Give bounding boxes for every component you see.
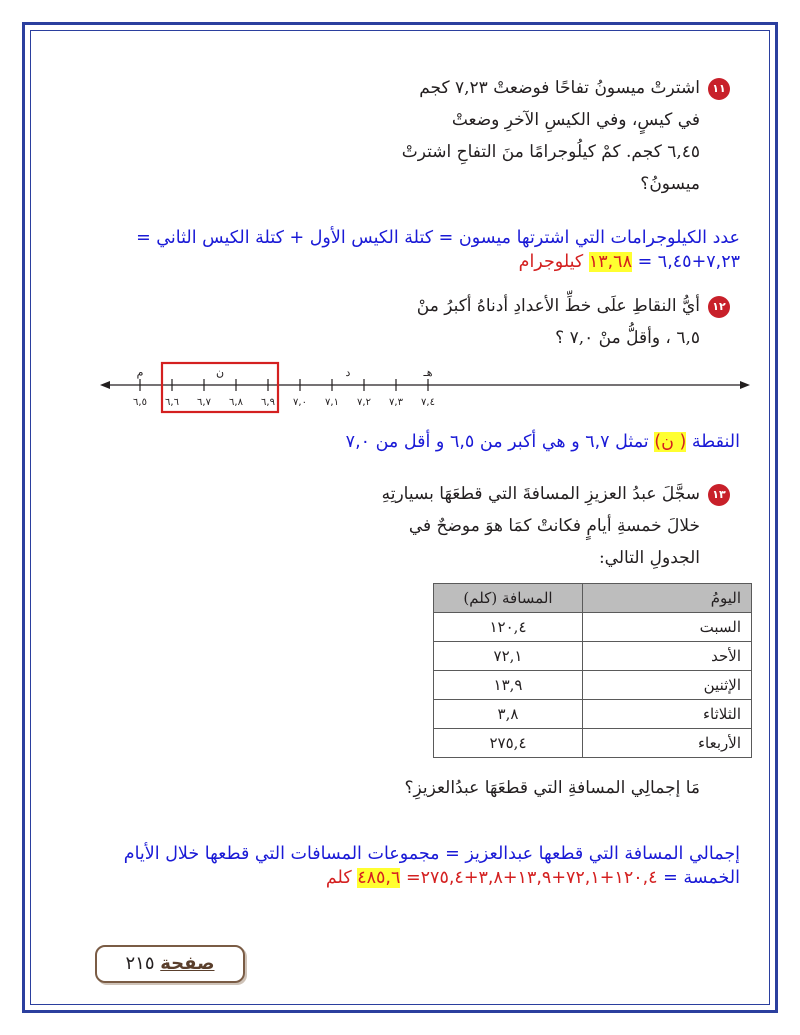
- number-line-tick-label: ٦,٥: [133, 397, 147, 408]
- table-row: [434, 613, 752, 642]
- answer-rest: تمثل ٦,٧ و هي أكبر من ٦,٥ و أقل من ٧,٠: [345, 432, 649, 452]
- question-line: سجَّلَ عبدُ العزيزِ المسافةَ التي قطعَهَا بسيارتِهِ: [381, 484, 700, 504]
- number-line-tick-label: ٧,٢: [357, 397, 371, 408]
- answer-line: إجمالي المسافة التي قطعها عبدالعزيز = مجموعات المسافات التي قطعها خلال الأيام: [123, 844, 740, 864]
- table-cell-distance: ١٢٠,٤: [434, 613, 583, 642]
- table-cell-distance: ٣,٨: [434, 700, 583, 729]
- question-13-prompt: [404, 772, 730, 804]
- question-12: [417, 290, 730, 354]
- question-line: ميسونُ؟: [640, 174, 700, 194]
- answer-line: عدد الكيلوجرامات التي اشترتها ميسون = كتلة الكيس الأول + كتلة الكيس الثاني =: [136, 228, 740, 248]
- answer-expression: ٧,٢٣+٦,٤٥ =: [637, 252, 740, 272]
- answer-point-highlight: ( ن): [654, 432, 687, 452]
- question-line: أيُّ النقاطِ علَى خطِّ الأعدادِ أدناهُ أكبرُ منْ: [416, 296, 700, 316]
- page-word: صفحة: [160, 953, 215, 974]
- table-cell-distance: ٢٧٥,٤: [434, 729, 583, 758]
- table-cell-day: الثلاثاء: [583, 700, 752, 729]
- answer-12: [50, 430, 740, 454]
- answer-expression: ١٢٠,٤+٧٢,١+١٣,٩+٣,٨+٢٧٥,٤=: [405, 868, 658, 888]
- page-number-box: [95, 945, 245, 983]
- question-line: ٦,٥ ، وأقلُّ منْ ٧,٠ ؟: [555, 328, 700, 348]
- question-13: [382, 478, 730, 574]
- question-line: اشترتْ ميسونُ تفاحًا فوضعتْ ٧,٢٣ كجم: [419, 78, 700, 98]
- answer-unit: كيلوجرام: [518, 252, 584, 272]
- table-cell-day: السبت: [583, 613, 752, 642]
- question-line: في كيسٍ، وفي الكيسِ الآخرِ وضعتْ: [451, 110, 700, 130]
- question-number-badge: ١١: [708, 78, 730, 100]
- table-row: [434, 729, 752, 758]
- table-row: [434, 700, 752, 729]
- question-number-badge: ١٢: [708, 296, 730, 318]
- table-header-row: [434, 584, 752, 613]
- left-arrow-icon: [100, 381, 110, 389]
- table-header-distance: المسافة (كلم): [434, 584, 583, 613]
- number-line: [100, 360, 750, 420]
- page-number: ٢١٥: [125, 953, 155, 974]
- question-number-badge: ١٣: [708, 484, 730, 506]
- table-cell-day: الأحد: [583, 642, 752, 671]
- number-line-point-label: ن: [215, 366, 225, 379]
- answer-11: [50, 226, 740, 274]
- number-line-tick-label: ٧,١: [325, 397, 339, 408]
- table-row: [434, 642, 752, 671]
- distance-table: [433, 583, 752, 758]
- answer-13: [50, 842, 740, 890]
- question-11: [402, 72, 730, 200]
- answer-prefix: النقطة: [691, 432, 740, 452]
- number-line-tick-label: ٦,٦: [165, 397, 179, 408]
- question-line: مَا إجمالِي المسافةِ التي قطعَهَا عبدُالعزيزِ؟: [404, 778, 700, 798]
- number-line-tick-label: ٦,٩: [261, 397, 275, 408]
- table-row: [434, 671, 752, 700]
- answer-result-highlight: ١٣,٦٨: [588, 252, 632, 272]
- number-line-tick-label: ٦,٨: [229, 397, 243, 408]
- table-header-day: اليومُ: [583, 584, 752, 613]
- number-line-point-label: د: [345, 366, 351, 379]
- question-line: خلالَ خمسةِ أيامٍ فكانتْ كمَا هوَ موضحٌ في: [408, 516, 700, 536]
- number-line-point-label: هـ: [423, 366, 433, 379]
- number-line-point-label: م: [136, 366, 144, 379]
- number-line-tick-label: ٧,٤: [421, 397, 435, 408]
- table-cell-day: الإثنين: [583, 671, 752, 700]
- number-line-tick-label: ٧,٣: [389, 397, 403, 408]
- number-line-tick-label: ٦,٧: [197, 397, 211, 408]
- right-arrow-icon: [740, 381, 750, 389]
- answer-unit: كلم: [325, 868, 352, 888]
- table-cell-distance: ٧٢,١: [434, 642, 583, 671]
- number-line-tick-label: ٧,٠: [293, 397, 307, 408]
- table-cell-distance: ١٣,٩: [434, 671, 583, 700]
- table-cell-day: الأربعاء: [583, 729, 752, 758]
- question-line: الجدولِ التالي:: [598, 548, 700, 568]
- question-line: ٦,٤٥ كجم. كمْ كيلُوجرامًا منَ التفاحِ اشترتْ: [401, 142, 700, 162]
- answer-prefix: الخمسة =: [663, 868, 740, 888]
- answer-result-highlight: ٤٨٥,٦: [357, 868, 401, 888]
